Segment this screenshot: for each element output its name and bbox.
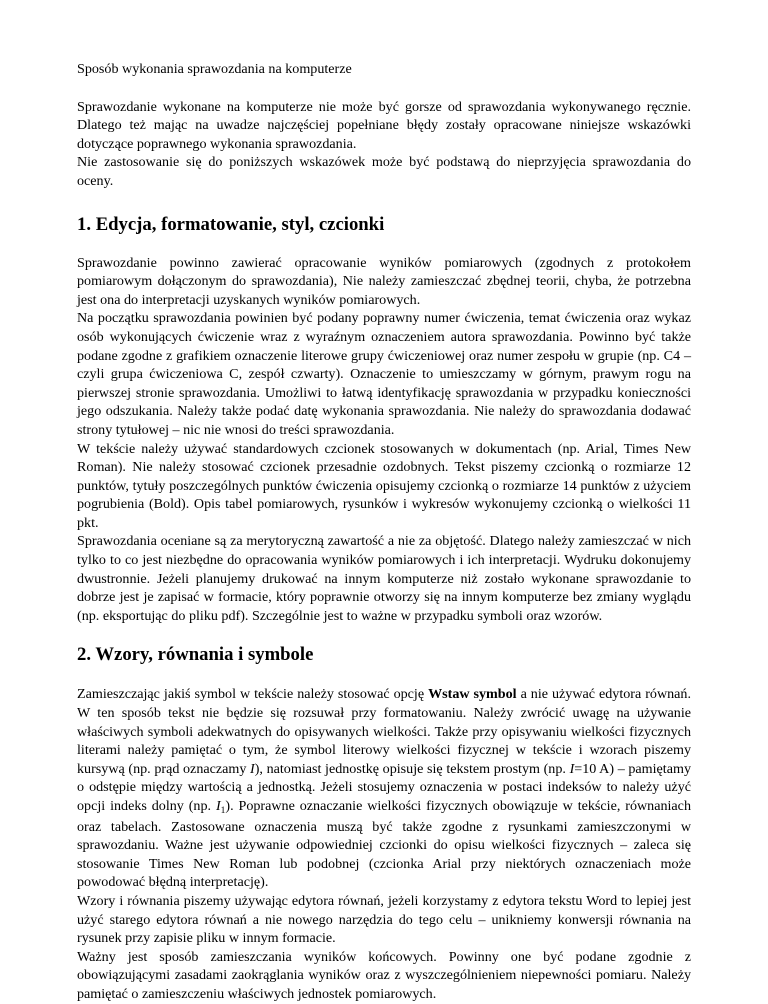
document-page (77, 60, 691, 1004)
intro-paragraph: Nie zastosowanie się do poniższych wskazówek może być podstawą do nieprzyjęcia sprawozdania do oceny. (77, 154, 691, 189)
text-run: Zamieszczając jakiś symbol w tekście należy stosować opcję (77, 686, 429, 703)
section-paragraph: Sprawozdania oceniane są za merytoryczną zawartość a nie za objętość. Dlatego należy zamieszczać w nich tylko to co jest niezbędne do opracowania wyników pomiarowych i ich interpretacji. Wydruku dokonujemy dwustronnie. Jeżeli planujemy drukować na innym komputerze niż zostało wykonane sprawozdanie to dobrze jest je zapisać w formacie, który poprawnie otworzy się na innym komputerze bez zmiany wyglądu (np. eksportując do pliku pdf). Szczególnie jest to ważne w przypadku symboli oraz wzorów. (77, 533, 691, 624)
section-paragraph: Ważny jest sposób zamieszczania wyników końcowych. Powinny one być podane zgodnie z obowiązującymi zasadami zaokrąglania wyników oraz z wyszczególnieniem niepewności pomiaru. Należy pamiętać o zamieszczeniu właściwych jednostek pomiarowych. (77, 948, 691, 1002)
intro-paragraph: Sprawozdanie wykonane na komputerze nie może być gorsze od sprawozdania wykonywanego ręcznie. Dlatego też mając na uwadze najczęściej popełniane błędy zostały opracowane niniejsze wskazówki dotyczące poprawnego wykonania sprawozdania. (77, 98, 691, 152)
text-run: ), natomiast jednostkę opisuje się tekstem prostym (np. (254, 760, 570, 777)
section-paragraph (77, 685, 691, 892)
section-heading: 1. Edycja, formatowanie, styl, czcionki (77, 213, 385, 235)
subscript: 1 (220, 806, 226, 816)
italic-symbol: I (215, 798, 221, 814)
section-paragraph: W tekście należy używać standardowych czcionek stosowanych w dokumentach (np. Arial, Times New Roman). Nie należy stosować czcionek przesadnie ozdobnych. Tekst piszemy czcionką o rozmiarze 12 punktów, tytuły poszczególnych punktów ćwiczenia opisujemy czcionką o rozmiarze 14 punktów z użyciem pogrubienia (Bold). Opis tabel pomiarowych, rysunków i wykresów wykonujemy czcionką o wielkości 11 pkt. (77, 440, 691, 531)
text-run: ). Poprawne oznaczanie wielkości fizycznych obowiązuje w tekście, równaniach oraz tabelach. Zastosowane oznaczenia muszą być także zgodne z rysunkami zamieszczonymi w sprawozdaniu. Ważne jest używanie odpowiedniej czcionki do opisu wielkości fizycznych – zaleca się stosowanie Times New Roman lub podobnej (czcionka Arial przy niektórych oznaczeniach może powodować błędną interpretację). (77, 798, 691, 891)
spacer (77, 79, 691, 98)
text-run: =10 A) – pamiętamy o odstępie między wartością a jednostką. Jeżeli stosujemy oznaczenia w postaci indeksów to należy użyć opcji indeks dolny (np. (77, 760, 691, 814)
section-paragraph: Wzory i równania piszemy używając edytora równań, jeżeli korzystamy z edytora tekstu Word to lepiej jest użyć starego edytora równań a nie nowego narzędzia do tego celu – unikniemy konwersji równania na rysunek przy zapisie pliku w innym formacie. (77, 892, 691, 947)
section-paragraph: Na początku sprawozdania powinien być podany poprawny numer ćwiczenia, temat ćwiczenia oraz wykaz osób wykonujących ćwiczenie wraz z wyraźnym oznaczeniem autora sprawozdania. Powinno być także podane zgodne z grafikiem oznaczenie literowe grupy ćwiczeniowej oraz numer zespołu w grupie (np. C4 – czyli grupa ćwiczeniowa C, zespół czwarty). Oznaczenie to umieszczamy w górnym, prawym rogu na pierwszej stronie sprawozdania. Umożliwi to łatwą identyfikację sprawozdania w przypadku konieczności jego odszukania. Należy także podać datę wykonania sprawozdania. Nie należy do sprawozdania dodawać strony tytułowej – nic nie wnosi do treści sprawozdania. (77, 310, 691, 438)
section-paragraph: Sprawozdanie powinno zawierać opracowanie wyników pomiarowych (zgodnych z protokołem pomiarowym dołączonym do sprawozdania), Nie należy zamieszczać zbędnej teorii, chyba, że potrzebna jest ona do interpretacji uzyskanych wyników pomiarowych. (77, 254, 691, 308)
document-title: Sposób wykonania sprawozdania na komputerze (77, 61, 352, 77)
italic-symbol: I (250, 760, 255, 777)
text-run: a nie używać edytora równań. W ten sposób tekst nie będzie się rozsuwał przy formatowaniu. Należy zwrócić uwagę na używanie właściwych symboli adekwatnych do opisywanych wielkości. Także przy opisywaniu wielkości fizycznych literami należy pamiętać o tym, że symbol literowy wielkości fizycznej w tekście i wzorach piszemy kursywą (np. prąd oznaczamy (77, 686, 692, 777)
bold-text: Wstaw symbol (428, 686, 517, 703)
section-heading: 2. Wzory, równania i symbole (77, 644, 314, 666)
italic-symbol: I (569, 760, 575, 777)
